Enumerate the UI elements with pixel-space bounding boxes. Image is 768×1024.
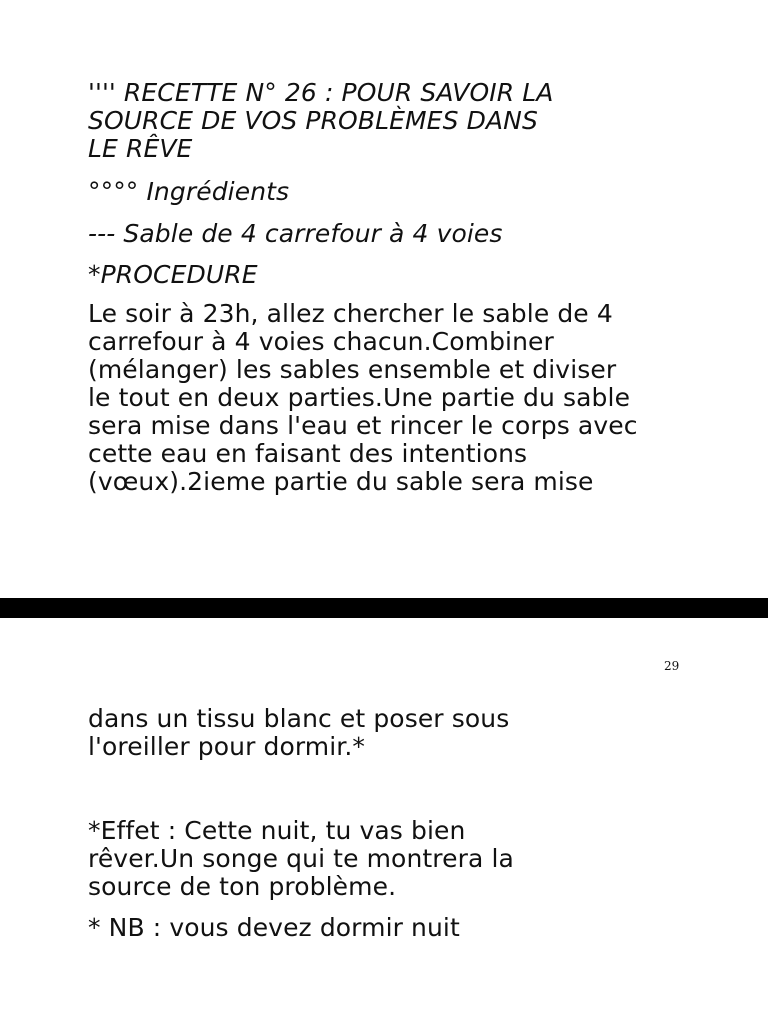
continuation-line-1: dans un tissu blanc et poser sous [88, 704, 510, 733]
effect-line-2: rêver.Un songe qui te montrera la [88, 844, 514, 873]
effect-text [88, 817, 514, 901]
procedure-line-2: carrefour à 4 voies chacun.Combiner [88, 327, 554, 356]
nb-line: * NB : vous devez dormir nuit [88, 913, 460, 942]
effect-line-3: source de ton problème. [88, 872, 397, 901]
ingredient-line: --- Sable de 4 carrefour à 4 voies [88, 219, 503, 248]
recipe-title-line-3: LE RÊVE [88, 134, 193, 163]
recipe-title [88, 79, 554, 163]
procedure-line-1: Le soir à 23h, allez chercher le sable de 4 [88, 299, 613, 328]
recipe-title-line-1: '''' RECETTE N° 26 : POUR SAVOIR LA [88, 78, 554, 107]
page-number: 29 [664, 659, 680, 673]
procedure-line-4: le tout en deux parties.Une partie du sable [88, 383, 631, 412]
recipe-title-line-2: SOURCE DE VOS PROBLÈMES DANS [88, 106, 538, 135]
procedure-line-6: cette eau en faisant des intentions [88, 439, 528, 468]
ingredients-heading: °°°° Ingrédients [88, 177, 290, 206]
procedure-heading: *PROCEDURE [88, 260, 258, 289]
continuation-line-2: l'oreiller pour dormir.* [88, 732, 366, 761]
procedure-line-5: sera mise dans l'eau et rincer le corps avec [88, 411, 638, 440]
effect-line-1: *Effet : Cette nuit, tu vas bien [88, 816, 466, 845]
procedure-line-3: (mélanger) les sables ensemble et diviser [88, 355, 617, 384]
page-divider [0, 598, 768, 618]
procedure-text [88, 300, 638, 496]
continuation-text [88, 705, 509, 761]
procedure-line-7: (vœux).2ieme partie du sable sera mise [88, 467, 594, 496]
